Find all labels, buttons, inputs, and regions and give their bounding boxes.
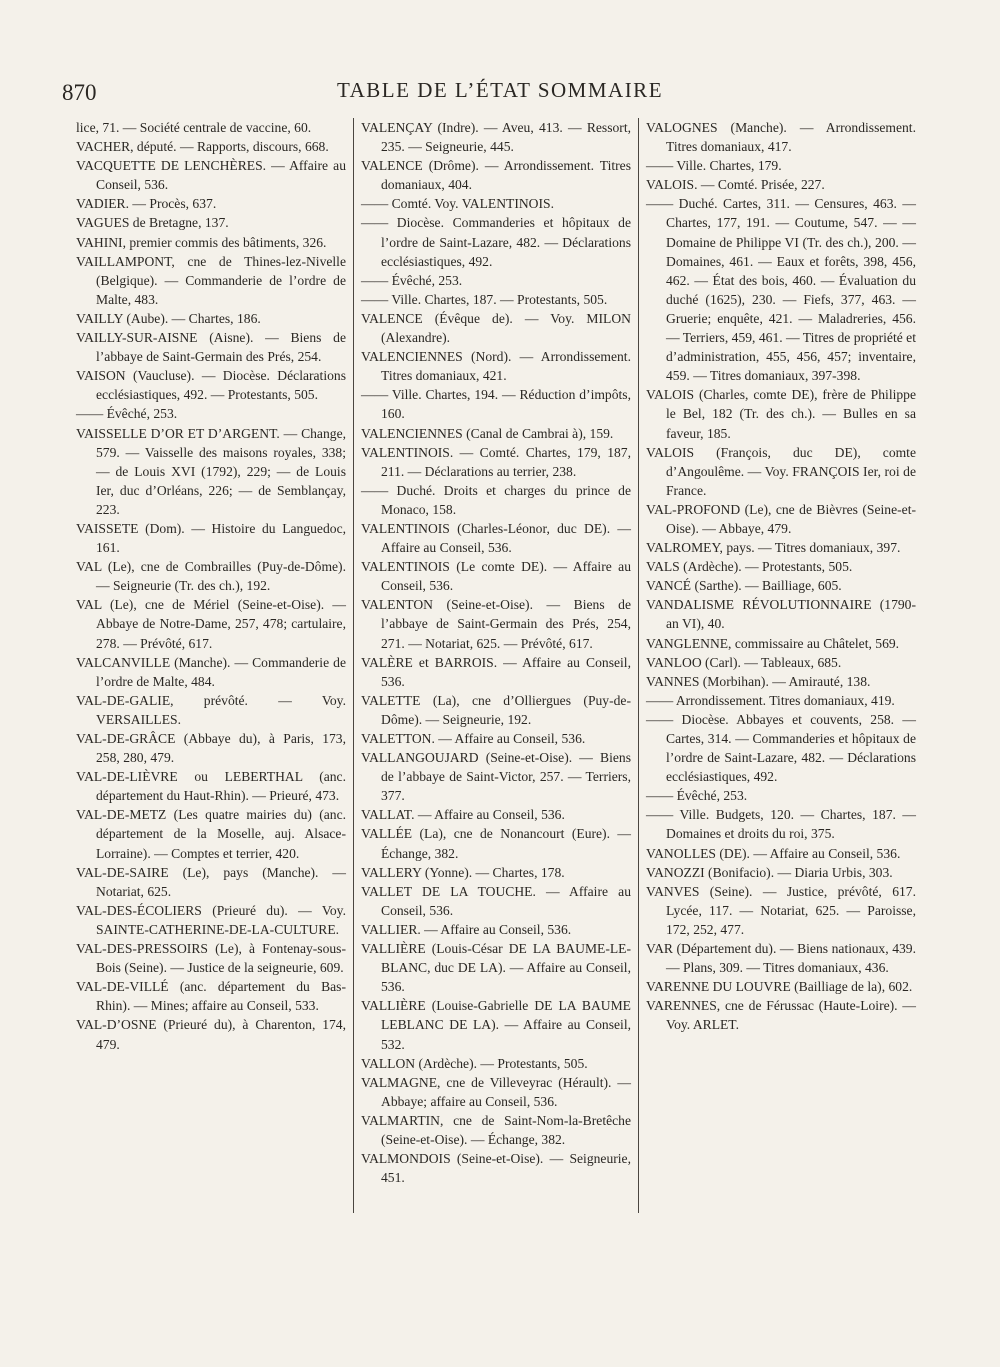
index-entry: VAL-DE-GRÂCE (Abbaye du), à Paris, 173, 258, 280, 479.	[76, 731, 346, 766]
index-entry: —— Duché. Droits et charges du prince de Monaco, 158.	[361, 482, 631, 517]
index-entry: VALETTE (La), cne d’Olliergues (Puy-de-Dôme). — Seigneurie, 192.	[361, 692, 631, 727]
index-entry: VALLIÈRE (Louis-César DE LA BAUME-LE-BLANC, duc DE LA). — Affaire au Conseil, 536.	[361, 941, 631, 995]
index-entry: VANLOO (Carl). — Tableaux, 685.	[646, 654, 842, 670]
column-divider	[353, 118, 354, 1213]
index-entry: VALMONDOIS (Seine-et-Oise). — Seigneurie, 451.	[361, 1151, 631, 1186]
index-entry: VALMARTIN, cne de Saint-Nom-la-Bretêche (Seine-et-Oise). — Échange, 382.	[361, 1112, 631, 1147]
index-entry: lice, 71. — Société centrale de vaccine, 60.	[76, 120, 312, 135]
index-entry: VALENTINOIS (Charles-Léonor, duc DE). — Affaire au Conseil, 536.	[361, 520, 631, 556]
index-entry: VAL-DES-ÉCOLIERS (Prieuré du). — Voy. SAINTE-CATHERINE-DE-LA-CULTURE.	[76, 902, 346, 937]
index-entry: —— Évêché, 253.	[646, 788, 748, 804]
index-entry: VALLET DE LA TOUCHE. — Affaire au Conseil, 536.	[361, 883, 631, 918]
index-entry: VALCANVILLE (Manche). — Commanderie de l’ordre de Malte, 484.	[76, 654, 346, 689]
index-entry: VANVES (Seine). — Justice, prévôté, 617. Lycée, 117. — Notariat, 625. — Paroisse, 172, 252, 477.	[646, 883, 916, 937]
index-entry: VALLÉE (La), cne de Nonancourt (Eure). — Échange, 382.	[361, 826, 631, 861]
index-entry: VANDALISME RÉVOLUTIONNAIRE (1790-an VI), 40.	[646, 597, 916, 632]
index-entry: VANGLENNE, commissaire au Châtelet, 569.	[646, 635, 900, 651]
index-entry: VACQUETTE DE LENCHÈRES. — Affaire au Conseil, 536.	[76, 158, 346, 193]
index-entry: VALETTON. — Affaire au Conseil, 536.	[361, 731, 586, 746]
index-entry: —— Diocèse. Commanderies et hôpitaux de l’ordre de Saint-Lazare, 482. — Déclarations ecclésiastiques, 492.	[361, 215, 631, 269]
index-entry: VAL-DE-GALIE, prévôté. — Voy. VERSAILLES.	[76, 692, 346, 727]
index-entry: VAL-DE-METZ (Les quatre mairies du) (anc. département de la Moselle, auj. Alsace-Lorraine). — Comptes et terrier, 420.	[76, 807, 346, 861]
index-entry: VAISON (Vaucluse). — Diocèse. Déclarations ecclésiastiques, 492. — Protestants, 505.	[76, 368, 346, 403]
index-entry: VANOZZI (Bonifacio). — Diaria Urbis, 303.	[646, 864, 893, 880]
index-entry: VALENÇAY (Indre). — Aveu, 413. — Ressort, 235. — Seigneurie, 445.	[361, 120, 631, 155]
index-entry: VAL-DE-LIÈVRE ou LEBERTHAL (anc. département du Haut-Rhin). — Prieuré, 473.	[76, 769, 346, 804]
index-entry: VANNES (Morbihan). — Amirauté, 138.	[646, 673, 871, 689]
index-entry: VALOIS (François, duc DE), comte d’Angoulême. — Voy. FRANÇOIS Ier, roi de France.	[646, 444, 916, 498]
index-entry: VALLANGOUJARD (Seine-et-Oise). — Biens de l’abbaye de Saint-Victor, 257. — Terriers, 377.	[361, 750, 631, 804]
index-column-1	[76, 118, 346, 1054]
page-number: 870	[62, 80, 97, 105]
index-entry: —— Comté. Voy. VALENTINOIS.	[361, 196, 554, 212]
index-entry: VALOGNES (Manche). — Arrondissement. Titres domaniaux, 417.	[646, 120, 916, 155]
index-entry: —— Ville. Chartes, 187. — Protestants, 505.	[361, 291, 608, 307]
index-entry: VADIER. — Procès, 637.	[76, 196, 217, 212]
index-entry: VAL-PROFOND (Le), cne de Bièvres (Seine-et-Oise). — Abbaye, 479.	[646, 501, 916, 536]
index-entry: VAILLY (Aube). — Chartes, 186.	[76, 310, 261, 326]
index-entry: VALS (Ardèche). — Protestants, 505.	[646, 559, 853, 575]
index-entry: VAHINI, premier commis des bâtiments, 326.	[76, 234, 327, 250]
index-entry: VANCÉ (Sarthe). — Bailliage, 605.	[646, 578, 842, 594]
index-entry: VAGUES de Bretagne, 137.	[76, 215, 229, 231]
index-entry: VAL-DE-SAIRE (Le), pays (Manche). — Notariat, 625.	[76, 864, 346, 899]
index-entry: —— Ville. Budgets, 120. — Chartes, 187. — Domaines et droits du roi, 375.	[646, 807, 916, 842]
index-entry: VAL-D’OSNE (Prieuré du), à Charenton, 174, 479.	[76, 1017, 346, 1052]
index-entry: VARENNES, cne de Férussac (Haute-Loire). — Voy. ARLET.	[646, 998, 916, 1033]
column-divider	[638, 118, 639, 1213]
index-entry: VAILLAMPONT, cne de Thines-lez-Nivelle (Belgique). — Commanderie de l’ordre de Malte, 483.	[76, 253, 346, 307]
index-column-3	[646, 118, 916, 1035]
index-entry: —— Arrondissement. Titres domaniaux, 419.	[646, 692, 895, 708]
index-entry: VAISSELLE D’OR ET D’ARGENT. — Change, 579. — Vaisselle des maisons royales, 338; — de Louis XVI (1792), 229; — de Louis Ier, duc d’Orléans, 226; — de Semblançay, 223.	[76, 425, 346, 517]
index-column-2	[361, 118, 631, 1187]
index-entry: VAILLY-SUR-AISNE (Aisne). — Biens de l’abbaye de Saint-Germain des Prés, 254.	[76, 330, 346, 365]
index-entry: VALMAGNE, cne de Villeveyrac (Hérault). — Abbaye; affaire au Conseil, 536.	[361, 1074, 631, 1109]
index-entry: VARENNE DU LOUVRE (Bailliage de la), 602.	[646, 979, 913, 995]
index-entry: VALENTON (Seine-et-Oise). — Biens de l’abbaye de Saint-Germain des Prés, 254, 271. — Notariat, 625. — Prévôté, 617.	[361, 597, 631, 651]
index-entry: VALLON (Ardèche). — Protestants, 505.	[361, 1055, 588, 1071]
index-entry: —— Duché. Cartes, 311. — Censures, 463. — Chartes, 177, 191. — Coutume, 547. — — Domaine de Philippe VI (Tr. des ch.), 200. — Domaines, 461. — Eaux et forêts, 398, 456, 462. — État des bois, 460. — Évaluation du duché (1625), 230. — Fiefs, 377, 463. — Gruerie; enquête, 421. — Maladreries, 456. — Terriers, 459, 461. — Titres de propriété et d’administration, 455, 456, 457; inventaire, 459. — Titres domaniaux, 397-398.	[646, 196, 916, 384]
index-entry: —— Évêché, 253.	[361, 272, 463, 288]
index-entry: VAL (Le), cne de Combrailles (Puy-de-Dôme). — Seigneurie (Tr. des ch.), 192.	[76, 559, 346, 594]
index-entry: VALÈRE et BARROIS. — Affaire au Conseil, 536.	[361, 654, 631, 689]
index-entry: VALLERY (Yonne). — Chartes, 178.	[361, 864, 565, 880]
index-entry: VALROMEY, pays. — Titres domaniaux, 397.	[646, 540, 901, 556]
index-entry: —— Ville. Chartes, 179.	[646, 158, 782, 174]
index-entry: VALENCIENNES (Nord). — Arrondissement. Titres domaniaux, 421.	[361, 349, 631, 384]
index-entry: VALENCE (Drôme). — Arrondissement. Titres domaniaux, 404.	[361, 158, 631, 193]
index-entry: VALLIER. — Affaire au Conseil, 536.	[361, 921, 572, 937]
index-entry: VAL (Le), cne de Mériel (Seine-et-Oise). — Abbaye de Notre-Dame, 257, 478; cartulaire, 278. — Prévôté, 617.	[76, 597, 346, 651]
index-entry: VAL-DE-VILLÉ (anc. département du Bas-Rhin). — Mines; affaire au Conseil, 533.	[76, 979, 346, 1014]
index-entry: —— Évêché, 253.	[76, 406, 178, 422]
index-entry: VALLAT. — Affaire au Conseil, 536.	[361, 807, 565, 823]
index-entry: VAISSETE (Dom). — Histoire du Languedoc, 161.	[76, 520, 346, 556]
index-entry: VANOLLES (DE). — Affaire au Conseil, 536.	[646, 845, 901, 861]
index-entry: VALENTINOIS (Le comte DE). — Affaire au Conseil, 536.	[361, 559, 631, 594]
index-entry: VACHER, député. — Rapports, discours, 668.	[76, 139, 329, 155]
index-entry: VALOIS. — Comté. Prisée, 227.	[646, 177, 825, 193]
index-entry: VALENCIENNES (Canal de Cambrai à), 159.	[361, 425, 614, 441]
index-entry: VAL-DES-PRESSOIRS (Le), à Fontenay-sous-Bois (Seine). — Justice de la seigneurie, 609.	[76, 941, 346, 976]
index-entry: VALENTINOIS. — Comté. Chartes, 179, 187, 211. — Déclarations au terrier, 238.	[361, 444, 631, 479]
index-entry: —— Ville. Chartes, 194. — Réduction d’impôts, 160.	[361, 387, 631, 422]
index-entry: VAR (Département du). — Biens nationaux, 439. — Plans, 309. — Titres domaniaux, 436.	[646, 941, 916, 976]
index-entry: VALOIS (Charles, comte DE), frère de Philippe le Bel, 182 (Tr. des ch.). — Bulles en sa faveur, 185.	[646, 387, 916, 441]
page-header	[0, 76, 1000, 110]
index-entry: VALLIÈRE (Louise-Gabrielle DE LA BAUME LEBLANC DE LA). — Affaire au Conseil, 532.	[361, 998, 631, 1052]
index-entry: VALENCE (Évêque de). — Voy. MILON (Alexandre).	[361, 310, 631, 346]
running-title: TABLE DE L’ÉTAT SOMMAIRE	[336, 78, 664, 102]
index-entry: —— Diocèse. Abbayes et couvents, 258. — Cartes, 314. — Commanderies et hôpitaux de l’ordre de Saint-Lazare, 482. — Déclarations ecclésiastiques, 492.	[646, 711, 916, 785]
index-columns	[76, 118, 936, 1218]
